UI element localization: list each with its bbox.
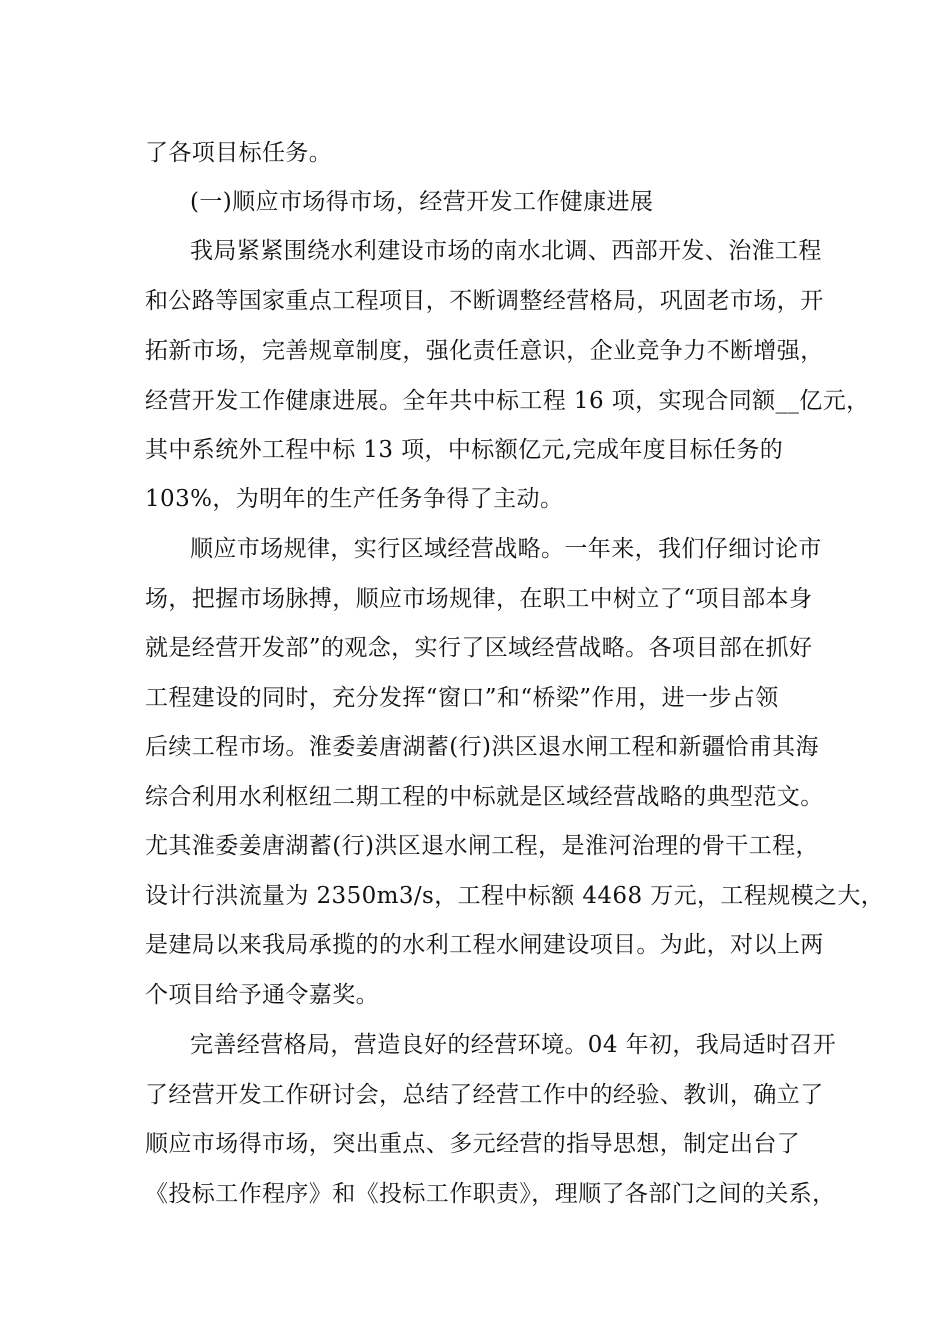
text-line: 工程建设的同时，充分发挥“窗口”和“桥梁”作用，进一步占领 <box>145 685 779 711</box>
text-line: 经营开发工作健康进展。全年共中标工程 16 项，实现合同额__亿元， <box>145 388 870 414</box>
text-line: 了各项目标任务。 <box>145 140 333 166</box>
text-line: 103%，为明年的生产任务争得了主动。 <box>145 486 564 512</box>
text-line: 完善经营格局，营造良好的经营环境。04 年初，我局适时召开 <box>190 1032 837 1058</box>
text-line: 和公路等国家重点工程项目，不断调整经营格局，巩固老市场，开 <box>145 288 824 314</box>
text-line: 顺应市场得市场，突出重点、多元经营的指导思想，制定出台了 <box>145 1131 801 1157</box>
text-line: 就是经营开发部”的观念，实行了区域经营战略。各项目部在抓好 <box>145 635 813 661</box>
text-line: 顺应市场规律，实行区域经营战略。一年来，我们仔细讨论市 <box>190 536 822 562</box>
text-line: 了经营开发工作研讨会，总结了经营工作中的经验、教训，确立了 <box>145 1082 824 1108</box>
text-line: 个项目给予通令嘉奖。 <box>145 982 379 1008</box>
text-line: 拓新市场，完善规章制度，强化责任意识，企业竞争力不断增强， <box>145 338 824 364</box>
section-heading: (一)顺应市场得市场，经营开发工作健康进展 <box>190 189 654 215</box>
text-line: 尤其淮委姜唐湖蓄(行)洪区退水闸工程，是淮河治理的骨干工程， <box>145 833 819 859</box>
text-line: 其中系统外工程中标 13 项，中标额亿元,完成年度目标任务的 <box>145 437 784 463</box>
text-line: 后续工程市场。淮委姜唐湖蓄(行)洪区退水闸工程和新疆恰甫其海 <box>145 734 819 760</box>
text-line: 《投标工作程序》和《投标工作职责》，理顺了各部门之间的关系， <box>145 1181 836 1207</box>
text-line: 场，把握市场脉搏，顺应市场规律，在职工中树立了“项目部本身 <box>145 586 813 612</box>
text-line: 综合利用水利枢纽二期工程的中标就是区域经营战略的典型范文。 <box>145 784 824 810</box>
text-line: 设计行洪流量为 2350m3/s，工程中标额 4468 万元，工程规模之大， <box>145 883 885 909</box>
text-line: 我局紧紧围绕水利建设市场的南水北调、西部开发、治淮工程 <box>190 238 822 264</box>
text-line: 是建局以来我局承揽的的水利工程水闸建设项目。为此，对以上两 <box>145 932 824 958</box>
